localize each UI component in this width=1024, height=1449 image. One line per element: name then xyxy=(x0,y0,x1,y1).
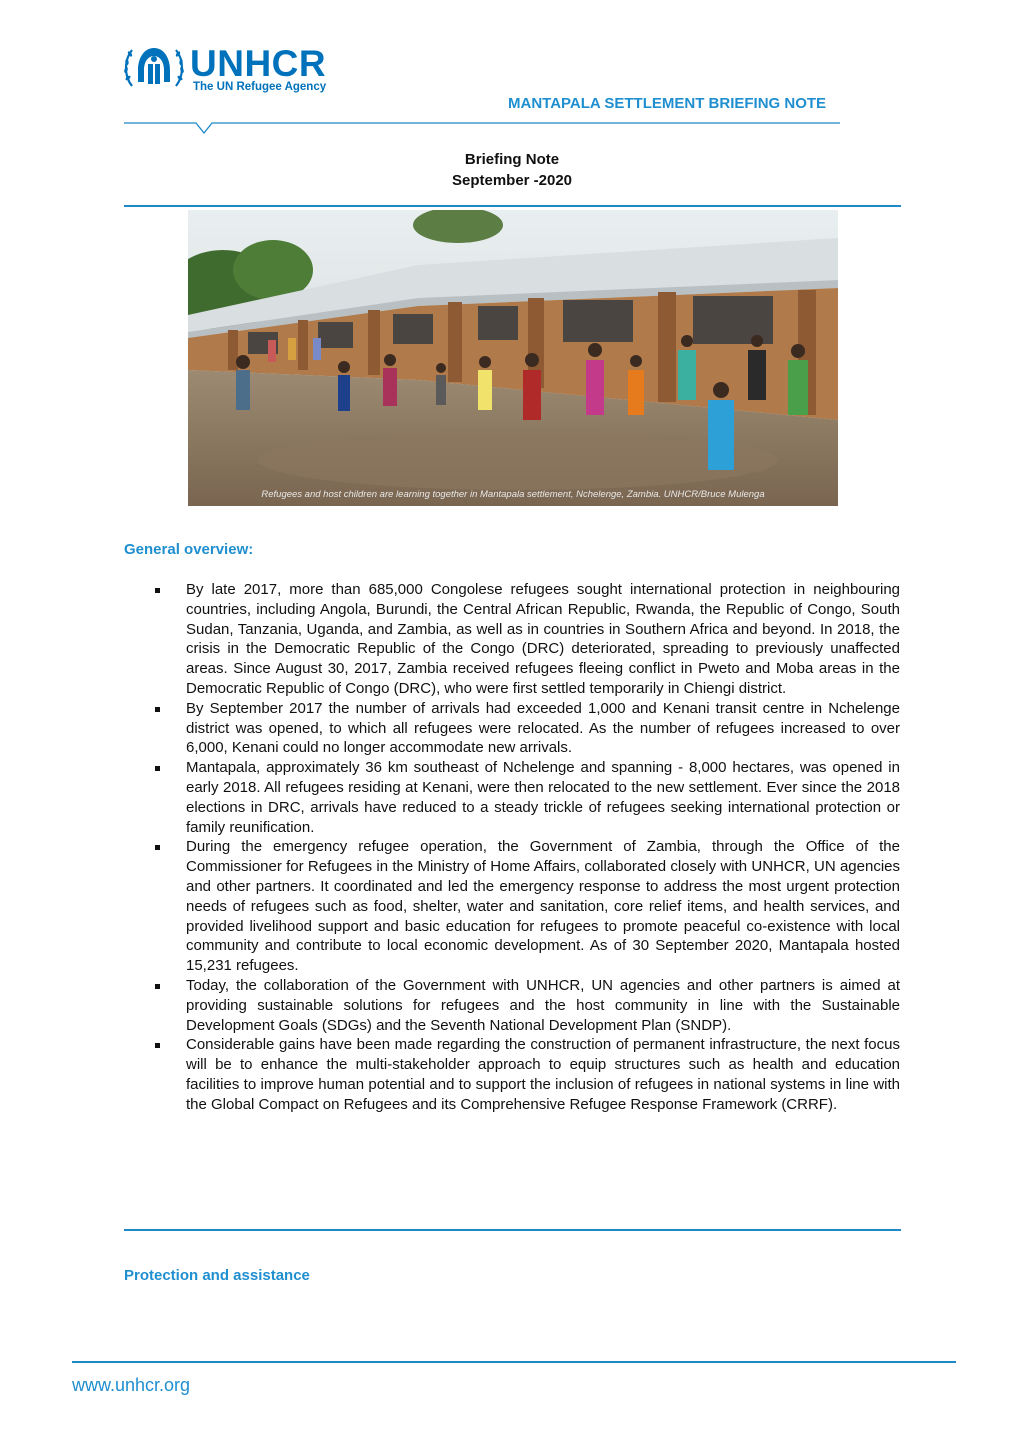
list-item xyxy=(155,976,900,1035)
school-photo xyxy=(188,210,838,506)
protection-heading: Protection and assistance xyxy=(124,1267,310,1284)
document-date: September -2020 xyxy=(451,172,573,189)
list-item xyxy=(155,837,900,976)
document-label: MANTAPALA SETTLEMENT BRIEFING NOTE xyxy=(508,95,827,112)
header-divider xyxy=(124,120,904,140)
bullet-icon xyxy=(155,845,160,850)
unhcr-logo xyxy=(122,42,186,94)
footer-website-link[interactable]: www.unhcr.org xyxy=(72,1375,191,1395)
list-item xyxy=(155,580,900,699)
logo-wordmark: UNHCR xyxy=(190,43,327,84)
bullet-text: Considerable gains have been made regarding the construction of permanent infrastructure, the next focus will be to enhance the multi-stakeholder approach to equip structures such as health and education facilities to improve human potential and to support the inclusion of refugees in national systems in line with the Global Compact on Refugees and its Comprehensive Refugee Response Framework (CRRF). xyxy=(186,1036,900,1113)
general-overview-heading: General overview: xyxy=(124,541,254,558)
title-rule xyxy=(124,205,901,207)
bullet-icon xyxy=(155,1043,160,1048)
bullet-icon xyxy=(155,766,160,771)
bullet-text: Today, the collaboration of the Government with UNHCR, UN agencies and other partners is aimed at providing sustainable solutions for refugees and the host community in line with the Sustainable Development Goals (SDGs) and the Seventh National Development Plan (SNDP). xyxy=(186,976,900,1034)
bullet-icon xyxy=(155,588,160,593)
document-title: Briefing Note xyxy=(464,151,560,168)
footer-rule xyxy=(72,1361,956,1363)
overview-bullet-list xyxy=(155,580,900,1115)
section-rule xyxy=(124,1229,901,1231)
bullet-icon xyxy=(155,984,160,989)
bullet-text: By September 2017 the number of arrivals had exceeded 1,000 and Kenani transit centre in Nchelenge district was opened, to which all refugees were relocated. As the number of refugees increased to over 6,000, Kenani could no longer accommodate new arrivals. xyxy=(186,699,900,757)
bullet-text: During the emergency refugee operation, the Government of Zambia, through the Office of the Commissioner for Refugees in the Ministry of Home Affairs, collaborated closely with UNHCR, UN agencies and other partners. It coordinated and led the emergency response to address the most urgent protection needs of refugees such as food, shelter, water and sanitation, core relief items, and health services, and provided livelihood support and basic education for refugees to promote peaceful co-existence with local community and contribute to local economic development. As of 30 September 2020, Mantapala hosted 15,231 refugees. xyxy=(186,838,900,975)
bullet-text: Mantapala, approximately 36 km southeast of Nchelenge and spanning - 8,000 hectares, was opened in early 2018. All refugees residing at Kenani, were then relocated to the new settlement. Ever since the 2018 elections in DRC, arrivals have reduced to a steady trickle of refugees seeking international protection or family reunification. xyxy=(186,759,900,836)
unhcr-emblem-icon xyxy=(122,42,186,94)
list-item xyxy=(155,699,900,758)
list-item xyxy=(155,758,900,837)
bullet-text: By late 2017, more than 685,000 Congolese refugees sought international protection in neighbouring countries, including Angola, Burundi, the Central African Republic, Rwanda, the Republic of Congo, South Sudan, Tanzania, Uganda, and Zambia, as well as in countries in Southern Africa and beyond. In 2018, the crisis in the Democratic Republic of the Congo (DRC) deteriorated, spreading to previously unaffected areas. Since August 30, 2017, Zambia received refugees fleeing conflict in Pweto and Moba areas in the Democratic Republic of Congo (DRC), who were first settled temporarily in Chiengi district. xyxy=(186,581,900,697)
bullet-icon xyxy=(155,707,160,712)
photo-caption: Refugees and host children are learning together in Mantapala settlement, Nchelenge, Zambia. UNHCR/Bruce Mulenga xyxy=(261,489,765,500)
logo-tagline: The UN Refugee Agency xyxy=(193,81,327,93)
list-item xyxy=(155,1035,900,1114)
